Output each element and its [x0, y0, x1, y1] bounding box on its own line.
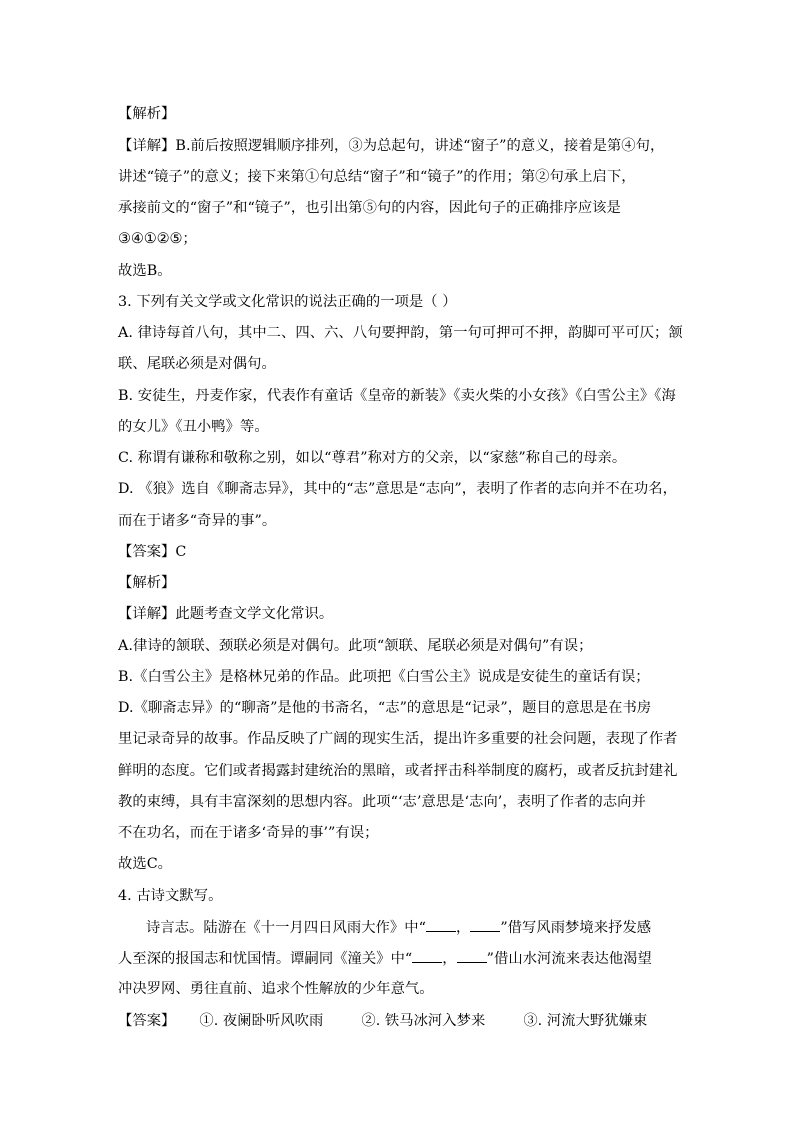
blank-field — [412, 948, 442, 963]
text-segment: ”借写风雨梦境来抒发感 — [500, 920, 652, 936]
text-segment: ， — [442, 951, 457, 967]
question-3: 3. 下列有关文学或文化常识的说法正确的一项是（ ） — [118, 294, 457, 310]
answer-line: 【答案】C — [118, 544, 187, 560]
blank-field — [426, 917, 456, 932]
text-segment: 人至深的报国志和忧国情。谭嗣同《潼关》中“ — [118, 951, 413, 967]
answer-label: 【答案】 — [118, 1013, 176, 1029]
paragraph-line: A.律诗的颔联、颈联必须是对偶句。此项“颔联、尾联必须是对偶句”有误； — [118, 638, 593, 654]
paragraph-line: 冲决罗网、勇往直前、追求个性解放的少年意气。 — [118, 981, 434, 997]
fill-blank-line — [146, 917, 651, 938]
paragraph-line: 鲜明的态度。它们或者揭露封建统治的黑暗，或者抨击科举制度的腐朽，或者反抗封建礼 — [118, 763, 678, 779]
option-b-cont: 的女儿》《丑小鸭》等。 — [118, 419, 269, 435]
option-b: B. 安徒生，丹麦作家，代表作有童话《皇帝的新装》《卖火柴的小女孩》《白雪公主》《海 — [118, 388, 676, 404]
paragraph-line: 【详解】此题考查文学文化常识。 — [118, 606, 334, 622]
paragraph-line: 故选C。 — [118, 856, 173, 872]
option-c: C. 称谓有谦称和敬称之别，如以“尊君”称对方的父亲，以“家慈”称自己的母亲。 — [118, 450, 627, 466]
section-heading-analysis: 【解析】 — [118, 575, 176, 591]
text-segment: ”借山水河流来表达他渴望 — [486, 951, 652, 967]
blank-field — [470, 917, 500, 932]
paragraph-line: 里记录奇异的故事。作品反映了广阔的现实生活，提出许多重要的社会问题，表现了作者 — [118, 731, 678, 747]
section-heading-analysis: 【解析】 — [118, 106, 176, 122]
paragraph-line: 故选B。 — [118, 263, 172, 279]
paragraph-line: 教的束缚，具有丰富深刻的思想内容。此项“‘志’意思是‘志向’，表明了作者的志向并 — [118, 794, 646, 810]
answer-line — [118, 1011, 647, 1031]
question-4: 4. 古诗文默写。 — [118, 888, 223, 904]
paragraph-line: B.《白雪公主》是格林兄弟的作品。此项把《白雪公主》说成是安徒生的童话有误； — [118, 669, 650, 685]
option-a-cont: 联、尾联必须是对偶句。 — [118, 356, 276, 372]
paragraph-line: 承接前文的“窗子”和“镜子”，也引出第⑤句的内容，因此句子的正确排序应该是 — [118, 200, 621, 216]
paragraph-line: 不在功名，而在于诸多‘奇异的事’”有误； — [118, 825, 379, 841]
blank-field — [457, 948, 487, 963]
paragraph-line: 【详解】B.前后按照逻辑顺序排列，③为总起句，讲述“窗子”的意义，接着是第④句， — [118, 138, 665, 154]
option-a: A. 律诗每首八句，其中二、四、六、八句要押韵，第一句可押可不押，韵脚可平可仄；颔 — [118, 325, 683, 341]
text-segment: 诗言志。陆游在《十一月四日风雨大作》中“ — [146, 920, 426, 936]
paragraph-line: D.《聊斋志异》的“聊斋”是他的书斋名，“志”的意思是“记录”，题目的意思是在书房 — [118, 700, 652, 716]
paragraph-line: ③④①②⑤； — [118, 231, 197, 247]
fill-blank-line — [118, 948, 652, 969]
paragraph-line: 讲述“镜子”的意义；接下来第①句总结“窗子”和“镜子”的作用；第②句承上启下， — [118, 169, 636, 185]
answer-item: ①. 夜阑卧听风吹雨 — [199, 1013, 324, 1029]
option-d: D. 《狼》选自《聊斋志异》，其中的“志”意思是“志向”，表明了作者的志向并不在功名， — [118, 481, 677, 497]
option-d-cont: 而在于诸多“奇异的事”。 — [118, 513, 277, 529]
answer-item: ②. 铁马冰河入梦来 — [361, 1013, 486, 1029]
text-segment: ， — [455, 920, 471, 936]
answer-item: ③. 河流大野犹嫌束 — [523, 1013, 648, 1029]
